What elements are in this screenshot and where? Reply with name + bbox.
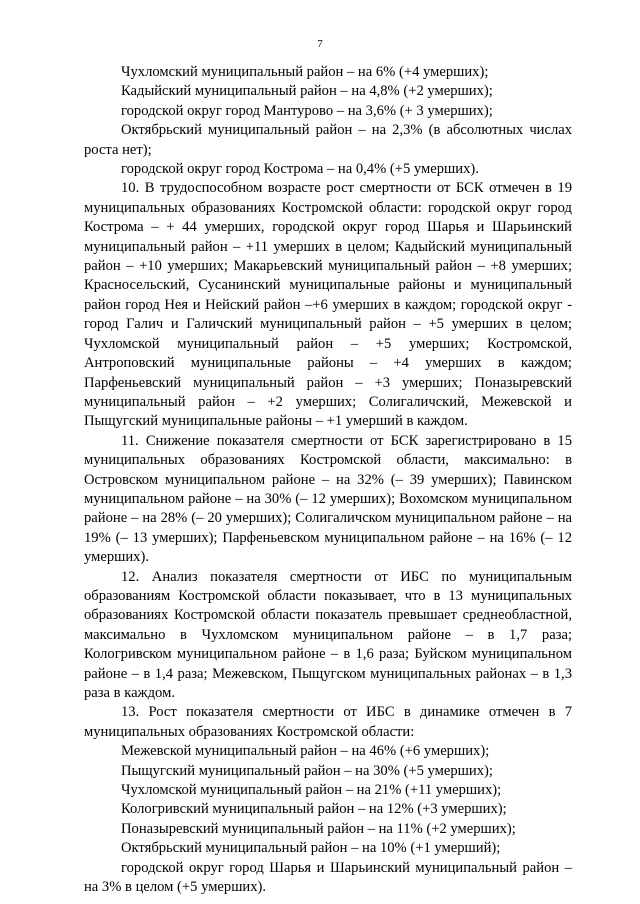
page-number: 7 xyxy=(317,38,323,50)
paragraph-item-11: 11. Снижение показателя смертности от БСК зарегистрировано в 15 муниципальных образованиях Костромской области, максимально: в Островском муниципальном районе – на 32% (– 39 умерших); Павинском муниципальном районе – на 30% (– 12 умерших); Вохомском муниципальном районе – на 28% (– 20 умерших); Солигаличском муниципальном районе – на 19% (– 13 умерших); Парфеньевском муниципальном районе – на 16% (– 12 умерших). xyxy=(84,432,572,566)
paragraph: Октябрьский муниципальный район – на 10% (+1 умерший); xyxy=(121,840,501,857)
paragraph: Пыщугский муниципальный район – на 30% (+5 умерших); xyxy=(121,762,493,779)
document-body xyxy=(84,63,572,897)
paragraph: Поназыревский муниципальный район – на 11% (+2 умерших); xyxy=(121,820,516,837)
paragraph: городской округ город Мантурово – на 3,6% (+ 3 умерших); xyxy=(121,102,493,119)
paragraph: Межевской муниципальный район – на 46% (+6 умерших); xyxy=(121,743,490,760)
paragraph: Кадыйский муниципальный район – на 4,8% (+2 умерших); xyxy=(121,83,493,100)
paragraph: Чухломской муниципальный район – на 21% (+11 умерших); xyxy=(121,782,502,799)
paragraph: Октябрьский муниципальный район – на 2,3% (в абсолютных числах роста нет); xyxy=(84,122,572,158)
paragraph-item-12: 12. Анализ показателя смертности от ИБС по муниципальным образованиям Костромской области показывает, что в 13 муниципальных образованиях Костромской области показатель превышает среднеобластной, максимально в Чухломском муниципальном районе – в 1,7 раза; Кологривском муниципальном районе – в 1,6 раза; Буйском муниципальном районе – в 1,4 раза; Межевском, Пыщугском муниципальных районах – в 1,3 раза в каждом. xyxy=(84,568,572,701)
paragraph-item-10: 10. В трудоспособном возрасте рост смертности от БСК отмечен в 19 муниципальных образованиях Костромской области: городской округ город Кострома – + 44 умерших, городской округ город Шарья и Шарьинский муниципальный район – +11 умерших в целом; Кадыйский муниципальный район – +10 умерших; Макарьевский муниципальный район – +8 умерших; Красносельский, Сусанинский муниципальные районы и муниципальный район город Нея и Нейский район –+6 умерших в каждом; городской округ - город Галич и Галичский муниципальный район – +5 умерших в целом; Чухломской муниципальный район – +5 умерших; Костромской, Антроповский муниципальные районы – +4 умерших в каждом; Парфеньевский муниципальный район – +3 умерших; Поназыревский муниципальный район – +2 умерших; Солигаличский, Межевской и Пыщугский муниципальные районы – +1 умерший в каждом. xyxy=(84,180,572,430)
paragraph: городской округ город Шарья и Шарьинский муниципальный район – на 3% в целом (+5 умерших). xyxy=(84,859,572,896)
paragraph: городской округ город Кострома – на 0,4% (+5 умерших). xyxy=(121,161,479,178)
paragraph: Кологривский муниципальный район – на 12% (+3 умерших); xyxy=(121,801,507,818)
paragraph-item-13: 13. Рост показателя смертности от ИБС в динамике отмечен в 7 муниципальных образованиях Костромской области: xyxy=(84,704,572,740)
paragraph: Чухломский муниципальный район – на 6% (+4 умерших); xyxy=(121,64,489,80)
